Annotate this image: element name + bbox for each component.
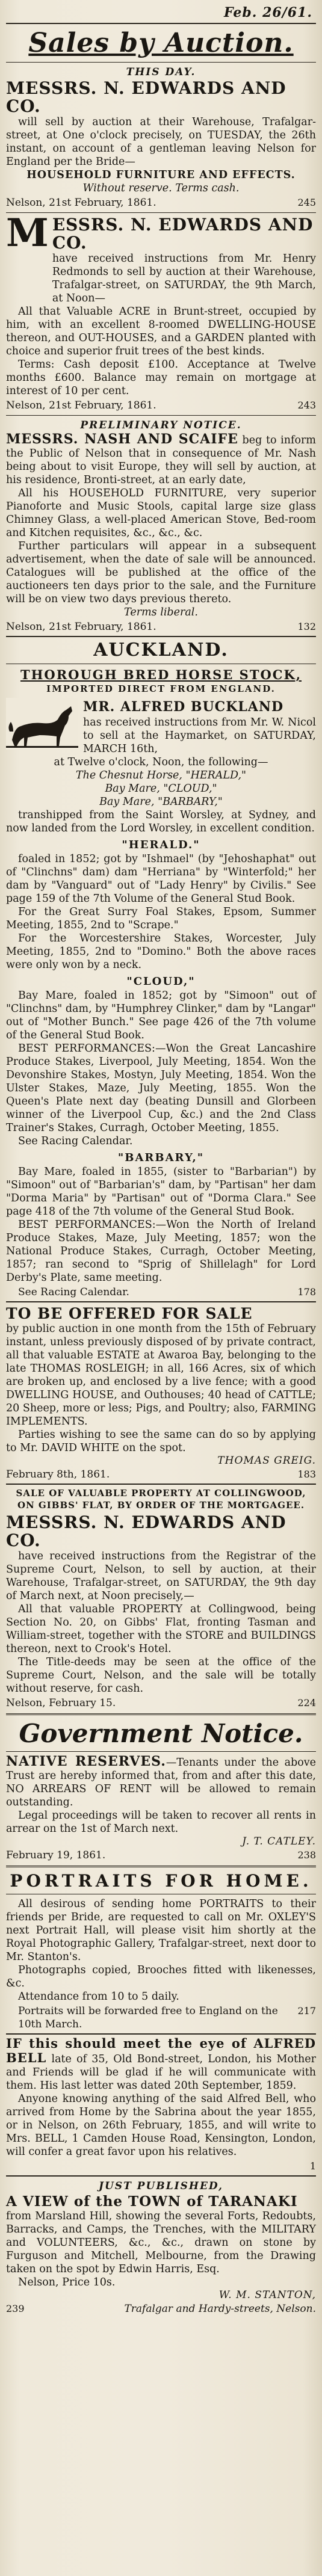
divider — [6, 415, 316, 416]
ad-signature: THOMAS GREIG. — [217, 1455, 316, 1467]
divider — [6, 636, 316, 637]
horse-pedigree: foaled in 1852; got by "Ishmael" (by "Jehoshaphat" out of "Clinchns" dam) dam "Herriana" by "Winterfold;" her dam by "Vanguard" out of "Lady Henry" by Civilis." See page 159 of the 7th Volume of the General Stud Book. — [6, 853, 316, 905]
horse-pedigree: Bay Mare, foaled in 1855, (sister to "Barbarian") by "Simoon" out of "Barbarian's" dam, by "Partisan" her dam "Dorma Maria" by "Partisan" out of "Dorma Clara." See page 418 of the 7th volume of the General Stud Book. — [6, 1166, 316, 1218]
ad-title: IF this should meet the eye of ALFRED BELL — [6, 2036, 316, 2065]
horse-see: See Racing Calendar. — [18, 1286, 129, 1298]
ad-date: Nelson, 21st February, 1861. — [6, 621, 156, 633]
ad-terms: Without reserve. Terms cash. — [82, 182, 240, 194]
ad-number: 178 — [297, 1286, 316, 1298]
ad-number: 243 — [297, 399, 316, 411]
horse-entry-title: "BARBARY," — [117, 1151, 205, 1164]
ad-footer — [6, 620, 316, 633]
mortgagee-sale-ad — [6, 1487, 316, 1710]
notice-title: NATIVE RESERVES. — [6, 1754, 166, 1769]
section-title: Government Notice. — [19, 1719, 303, 1748]
ad-signature: W. M. STANTON, — [218, 2289, 316, 2301]
ad-note: Portraits will be forwarded free to England on the 10th March. — [18, 2005, 278, 2030]
missing-person-notice — [6, 2037, 316, 2173]
ad-title: TO BE OFFERED FOR SALE — [6, 1305, 253, 1322]
ad-footer — [6, 2004, 316, 2031]
divider — [6, 1484, 316, 1485]
ad-date: February 19, 1861. — [6, 1849, 106, 1861]
ad-body: Anyone knowing anything of the said Alfred Bell, who arrived from Home by the Sabrina about the year 1855, or in Nelson, on 26th February, 1855, and will write to Mrs. BELL, 1 Camden House Road, Kensington, London, will confer a great favor upon his relatives. — [6, 2093, 316, 2158]
horse-performance: BEST PERFORMANCES:—Won the Great Lancashire Produce Stakes, Liverpool, July Meeting, 1854. Won the Devonshire Stakes, Mostyn, July Meeting, 1854. Won the Ulster Stakes, Maze, July Meeting, 1855. Won the Queen's Plate next day (beating Dunsill and Glorbeen winner of the Liverpool Cup, &c.) and the 2nd Class Trainer's Stakes, Curragh, October Meeting, 1855. — [6, 1043, 316, 1134]
divider — [6, 1866, 316, 1867]
ad-transhipped: transhipped from the Saint Worsley, at Sydney, and now landed from the Lord Worsley, in excellent condition. — [6, 809, 316, 834]
ad-lot: All that Valuable ACRE in Brunt-street, occupied by him, with an excellent 8-roomed DWELLING-HOUSE thereon, and OUT-HOUSES, and a GARDEN planted with choice and superior fruit trees of the best kinds. — [6, 306, 316, 357]
horse-see: See Racing Calendar. — [18, 1135, 133, 1147]
horse-listing: Bay Mare, "CLOUD," — [105, 783, 217, 795]
ad-title: A VIEW of the TOWN of TARANAKI — [6, 2193, 298, 2210]
ad-number: 132 — [297, 621, 316, 632]
ad-title: PORTRAITS FOR HOME. — [10, 1871, 312, 1891]
ad-body: from Marsland Hill, showing the several Forts, Redoubts, Barracks, and Camps, the Trenches, with the MILITARY and VOLUNTEERS, &c., &c., drawn on stone by Furguson and Mitchell, Melbourne, from the Drawing taken on the spot by Edwin Harris, Esq. — [6, 2210, 316, 2275]
ad-footer — [6, 1849, 316, 1862]
portraits-ad — [6, 1871, 316, 2031]
ad-body: by public auction in one month from the 15th of February instant, unless previously disposed of by private contract, all that valuable ESTATE at Awaroa Bay, belonging to the late THOMAS ROSLEIGH; in all, 166 Acres, six of which are broken up, and enclosed by a live fence; with a good DWELLING HOUSE, and Outhouses; 40 head of CATTLE; 20 Sheep, more or less; Pigs, and Poultry; also, FARMING IMPLEMENTS. — [6, 1323, 316, 1428]
divider — [6, 1301, 316, 1302]
notice-body: —Tenants under the above Trust are hereby informed that, from and after this date, NO ARREARS OF RENT will be allowed to remain outstanding. — [6, 1757, 316, 1808]
auction-ad — [6, 66, 316, 209]
divider — [6, 23, 316, 24]
ad-footer — [6, 196, 316, 209]
notice-body: Legal proceedings will be taken to recover all rents in arrear on the 1st of March next. — [6, 1810, 316, 1835]
ad-kicker: PRELIMINARY NOTICE. — [80, 419, 242, 431]
ad-terms: Terms liberal. — [124, 606, 198, 618]
section-title: Sales by Auction. — [28, 28, 294, 58]
ad-title: SALE OF VALUABLE PROPERTY AT COLLINGWOOD, ON GIBBS' FLAT, BY ORDER OF THE MORTGAGEE. — [16, 1488, 306, 1511]
handwritten-date: Feb. 26/61. — [223, 5, 312, 20]
firm-name: MESSRS. N. EDWARDS AND CO. — [6, 1512, 286, 1550]
firm-name: MESSRS. NASH AND SCAIFE — [6, 431, 238, 447]
horse-entry-title: "HERALD." — [122, 839, 200, 851]
ad-number: 239 — [6, 2303, 25, 2314]
ad-body: All desirous of sending home PORTRAITS to their friends per Bride, are requested to call on Mr. OXLEY'S next Portrait Hall, will please visit him shortly at the Royal Photographic Gallery, Trafalgar-street, next door to Mr. Stanton's. — [6, 1898, 316, 1963]
drop-cap: M — [6, 211, 49, 256]
ad-footer — [6, 2160, 316, 2173]
ad-number: 238 — [297, 1849, 316, 1861]
ad-body: have received instructions from Mr. Henry Redmonds to sell by auction at their Warehouse, Trafalgar-street, on SATURDAY, the 9th March, at Noon— — [52, 253, 316, 304]
publication-ad — [6, 2180, 316, 2316]
ad-body: late of 35, Old Bond-street, London, his Mother and Friends will be glad if he will communicate with them. His last letter was dated 20th September, 1859. — [6, 2053, 316, 2092]
ad-time: at Twelve o'clock, Noon, the following— — [54, 756, 268, 768]
divider — [6, 1713, 316, 1715]
ad-date: February 8th, 1861. — [6, 1468, 110, 1481]
ad-number: 245 — [297, 197, 316, 208]
estate-sale-ad — [6, 1305, 316, 1481]
ad-footer — [6, 1286, 316, 1299]
ad-deeds: The Title-deeds may be seen at the office of the Supreme Court, Nelson, and the sale will be totally without reserve, for cash. — [6, 1656, 316, 1695]
ad-number: 217 — [297, 2005, 316, 2017]
ad-date: Nelson, 21st February, 1861. — [6, 197, 156, 209]
ad-number: 224 — [297, 1697, 316, 1709]
ad-date: Nelson, February 15. — [6, 1697, 116, 1709]
horse-performance: For the Worcestershire Stakes, Worcester, July Meeting, 1855, 2nd to "Domino." Both the above races were only won by a neck. — [6, 932, 316, 971]
divider — [6, 62, 316, 63]
ad-place: AUCKLAND. — [93, 639, 229, 661]
ad-body: have received instructions from the Registrar of the Supreme Court, Nelson, to sell by auction, at their Warehouse, Trafalgar-street, on SATURDAY, the 9th day of March next, at Noon precisely,— — [6, 1550, 316, 1602]
ad-date: Nelson, 21st February, 1861. — [6, 399, 156, 411]
horse-stock-ad — [6, 639, 316, 1299]
ad-note: Attendance from 10 to 5 daily. — [18, 1991, 179, 2003]
auction-ad — [6, 419, 316, 633]
horse-listing: The Chesnut Horse, "HERALD," — [75, 769, 247, 781]
auction-ad — [6, 211, 316, 412]
ad-body: will sell by auction at their Warehouse, Trafalgar-street, at One o'clock precisely, on TUESDAY, the 26th instant, on account of a gentleman leaving Nelson for England per the Bride— — [6, 116, 316, 168]
horse-pedigree: Bay Mare, foaled in 1852; got by "Simoon" out of "Clinchns" dam, by "Humphrey Clinker," dam by "Langar" out of "Mother Bunch." See page 426 of the 7th volume of the General Stud Book. — [6, 990, 316, 1041]
ad-address: Trafalgar and Hardy-streets, Nelson. — [124, 2303, 316, 2315]
ad-body: beg to inform the Public of Nelson that in consequence of Mr. Nash being about to visit Europe, they will sell by auction, at his residence, Bronti-street, at an early date, — [6, 434, 316, 486]
ad-lot: All his HOUSEHOLD FURNITURE, very superior Pianoforte and Music Stools, capital large size glass Chimney Glass, a well-placed American Stove, Bed-room and Kitchen requisites, &c., &c., &c. — [6, 487, 316, 539]
ad-footer — [6, 1696, 316, 1710]
ad-body: has received instructions from Mr. W. Nicol to sell at the Haymarket, on SATURDAY, MARCH 16th, — [83, 716, 316, 755]
horse-engraving-icon — [6, 698, 78, 750]
ad-note: Photographs copied, Brooches fitted with likenesses, &c. — [6, 1964, 316, 1989]
ad-number: 1 — [309, 2160, 316, 2172]
firm-name: MR. ALFRED BUCKLAND — [83, 699, 284, 715]
divider — [6, 2175, 316, 2177]
divider — [6, 1751, 316, 1752]
horse-listing: Bay Mare, "BARBARY," — [99, 796, 223, 808]
divider — [6, 212, 316, 213]
horse-entry-title: "CLOUD," — [126, 975, 196, 988]
horse-performance: BEST PERFORMANCES:—Won the North of Ireland Produce Stakes, Maze, July Meeting, 1857; won the National Produce Stakes, Curragh, October Meeting, 1857; ran second to "Sprig of Shillelagh" for Lord Derby's Plate, same meeting. — [6, 1219, 316, 1284]
ad-subhead: IMPORTED DIRECT FROM ENGLAND. — [46, 683, 276, 694]
ad-footer — [6, 2302, 316, 2316]
ad-kicker: JUST PUBLISHED, — [99, 2180, 223, 2192]
ad-price: Nelson, Price 10s. — [18, 2276, 116, 2288]
ad-lot: All that valuable PROPERTY at Collingwood, being Section No. 20, on Gibbs' Flat, fronting Tasman and William-street, together with the STORE and BUILDINGS thereon, next to Crook's Hotel. — [6, 1603, 316, 1655]
notice-signature: J. T. CATLEY. — [242, 1835, 316, 1847]
ad-footer — [6, 1468, 316, 1481]
ad-contact: Parties wishing to see the same can do so by applying to Mr. DAVID WHITE on the spot. — [6, 1429, 316, 1454]
government-notice — [6, 1719, 316, 1862]
ad-headline: THOROUGH BRED HORSE STOCK, — [20, 667, 302, 682]
ad-terms: Terms: Cash deposit £100. Acceptance at Twelve months £600. Balance may remain on mortgage at interest of 10 per cent. — [6, 359, 316, 397]
divider — [6, 2033, 316, 2035]
horse-performance: For the Great Surry Foal Stakes, Epsom, Summer Meeting, 1855, 2nd to "Scrape." — [6, 906, 316, 931]
ad-subject: HOUSEHOLD FURNITURE AND EFFECTS. — [26, 169, 296, 181]
ad-footer — [6, 399, 316, 412]
ad-further: Further particulars will appear in a subsequent advertisement, when the date of sale will be announced. Catalogues will be published at the office of the auctioneers ten days prior to the sale, and the Furniture will be on view two days previous thereto. — [6, 540, 316, 605]
firm-name: MESSRS. N. EDWARDS AND CO. — [6, 78, 286, 116]
ad-number: 183 — [297, 1468, 316, 1480]
firm-name: ESSRS. N. EDWARDS AND CO. — [52, 215, 314, 253]
ad-kicker: THIS DAY. — [126, 66, 196, 78]
